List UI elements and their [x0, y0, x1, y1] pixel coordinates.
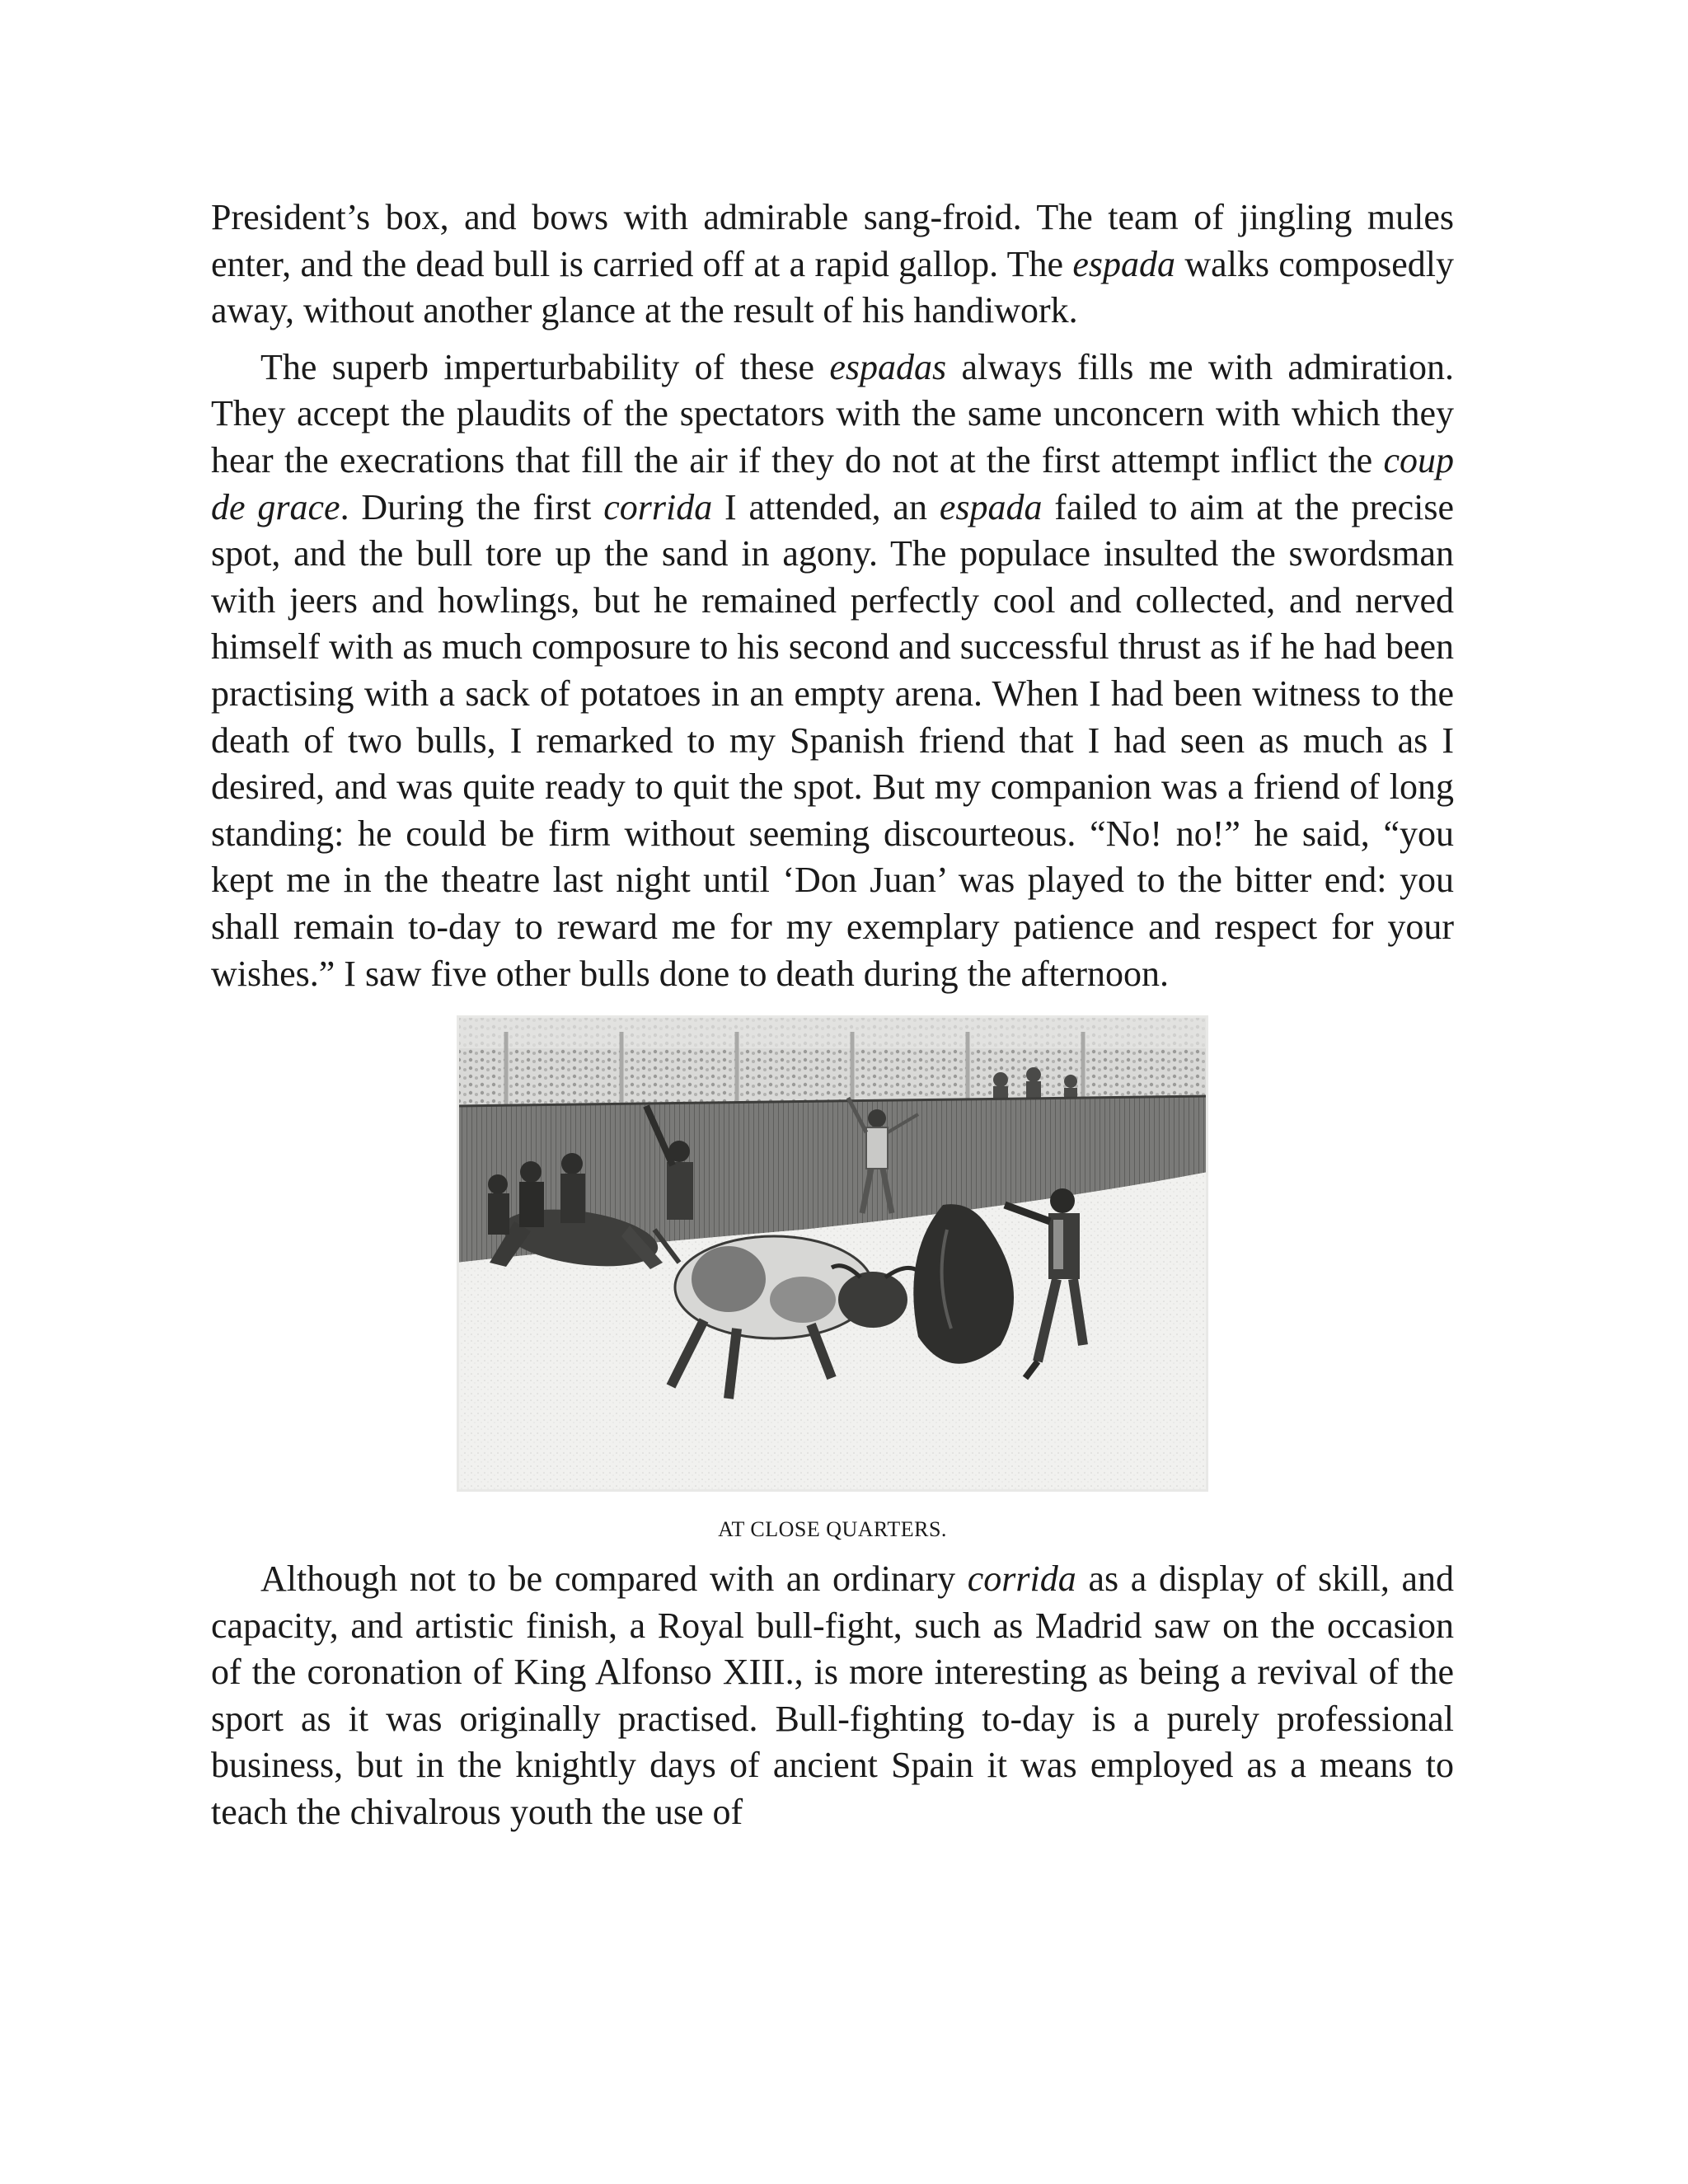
paragraph-3-text-1: Although not to be compared with an ordinary	[260, 1558, 968, 1600]
italic-corrida-2: corrida	[967, 1558, 1076, 1600]
paragraph-3	[211, 1556, 1454, 1836]
paragraph-1	[211, 194, 1454, 335]
italic-corrida: corrida	[603, 486, 713, 527]
paragraph-1-text-2: walks composedly away, without another glance at the result of his handiwork.	[211, 243, 1454, 331]
paragraph-2-text-3: . During the first	[340, 486, 604, 527]
italic-coup-de-grace: coup de grace	[211, 439, 1454, 527]
paragraph-2-text-4: I attended, an	[712, 486, 940, 527]
paragraph-3-text-2: as a display of skill, and capacity, and artistic finish, a Royal bull-fight, such as Madrid saw on the occasion of the coronation of King Alfonso XIII., is more interesting as being a revival of the sport as it was originally practised. Bull-fighting to-day is a purely professional business, but in the knightly days of ancient Spain it was employed as a means to teach the chivalrous youth the use of	[211, 1558, 1455, 1833]
paragraph-2-text-5: failed to aim at the precise spot, and the bull tore up the sand in agony. The populace insulted the swordsman with jeers and howlings, but he remained perfectly cool and collected, and nerved himself with as much composure to his second and successful thrust as if he had been practising with a sack of potatoes in an empty arena. When I had been witness to the death of two bulls, I remarked to my Spanish friend that I had seen as much as I desired, and was quite ready to quit the spot. But my companion was a friend of long standing: he could be firm without seeming discourteous. “No! no!” he said, “you kept me in the theatre last night until ‘Don Juan’ was played to the bitter end: you shall remain to-day to reward me for my exemplary patience and respect for your wishes.” I saw five other bulls done to death during the afternoon.	[211, 486, 1454, 994]
paragraph-2-text-1: The superb imperturbability of these	[260, 346, 830, 387]
bullfight-engraving	[457, 1015, 1208, 1492]
italic-espadas: espadas	[829, 346, 947, 387]
italic-espada-2: espada	[939, 486, 1043, 527]
book-page	[211, 194, 1454, 1836]
italic-espada: espada	[1072, 243, 1176, 284]
paragraph-2-text-2: always fills me with admiration. They accept the plaudits of the spectators with the same unconcern with which they hear the execrations that fill the air if they do not at the first attempt inflict the	[211, 346, 1454, 480]
paragraph-2	[211, 344, 1454, 997]
bullfight-illustration	[457, 1015, 1208, 1492]
paragraph-1-text-1: President’s box, and bows with admirable sang-froid. The team of jingling mules enter, and the dead bull is carried off at a rapid gallop. The	[211, 197, 1454, 284]
figure-caption: AT CLOSE QUARTERS.	[718, 1517, 947, 1542]
